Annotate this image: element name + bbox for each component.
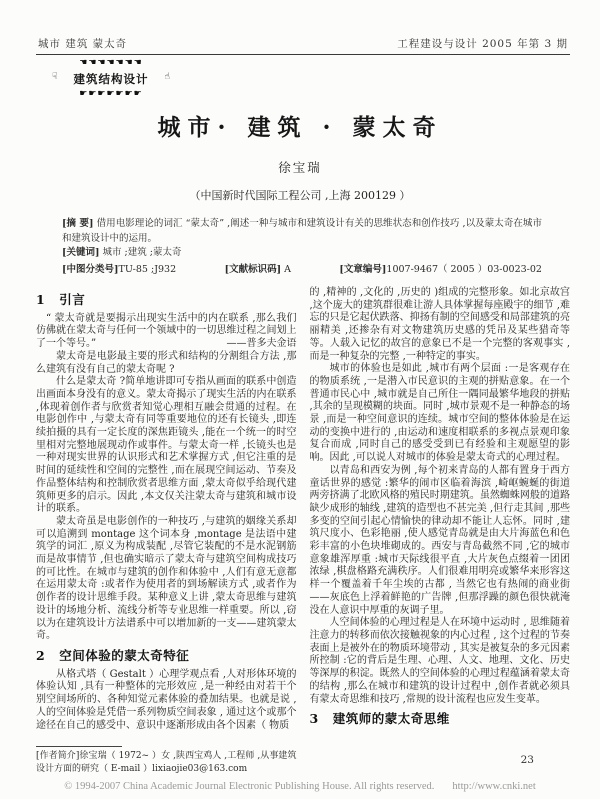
body-paragraph: 人空间体验的心理过程是人在环境中运动时 , 思维随着注意力的转移而依次接触视象的内心过程 , 这个过程的节奏表面上是被外在的物质环境带动 , 其实是被复杂的多元因素所控制 :它的背后是生理、心理、人文、地理、文化、历史等深厚的积淀。既然人的空间体验的心理过程蕴涵着蒙太奇的结构 ,那么在城市和建筑的设计过程中 ,创作者就必须具有蒙太奇思维和技巧 ,常规的设计流程也应发生变革。 (309, 617, 570, 705)
author-bio-footnote: [作者简介]徐宝瑞（ 1972~ ）女 ,陕西宝鸡人 ,工程师 ,从事建筑设计方面的研究（ E-mail ）lixiaojie03@163.com (36, 743, 297, 775)
pointing-hand-up-icon: ☝ (164, 72, 170, 82)
cnki-watermark (0, 781, 600, 792)
body-paragraph: 蒙太奇是电影最主要的形式和结构的分割组合方法 ,那么建筑有没有自己的蒙太奇呢 ? (36, 350, 297, 375)
running-head-journal: 工程建设与设计 2005 年第 3 期 (397, 38, 568, 50)
left-column (36, 287, 297, 775)
section-2-heading: 2 空间体验的蒙太奇特征 (36, 648, 190, 663)
author-name: 徐宝瑞 (278, 160, 322, 175)
column-badge (52, 59, 170, 99)
article-meta (62, 217, 542, 277)
running-head-article: 城市 建筑 蒙太奇 (38, 38, 128, 50)
abstract-text: 借用电影理论的词汇 “蒙太奇” ,阐述一种与城市和建筑设计有关的思维状态和创作技巧 ,以及蒙太奇在城市和建筑设计中的运用。 (62, 218, 542, 244)
body-paragraph: 什么是蒙太奇 ?简单地讲即可专指从画面的联系中创造出画面本身没有的意义。蒙太奇揭示了现实生活的内在联系 ,体现着创作者与欣赏者知觉心理相互融会贯通的过程。在电影创作中 ,与蒙太奇有同等重要地位的还有长镜头 ,即连续拍摄的具有一定长度的深焦距镜头 ,能在一个统一的时空里相对完整地展现动作或事件。与蒙太奇一样 ,长镜头也是一种对现实世界的认识形式和艺术掌握方式 ,但它注重的是时间的延续性和空间的完整性 ,而在展现空间运动、节奏及作品整体结构和控制欣赏者思维方面 ,蒙太奇似乎给现代建筑师更多的启示。因此 ,本文仅关注蒙太奇与建筑和城市设计的联系。 (36, 376, 297, 515)
classification-row (62, 263, 542, 278)
body-paragraph: 以青岛和西安为例 ,每个初来青岛的人都有置身于西方童话世界的感觉 :繁华的闹市区临着海滨 ,崎岖蜿蜒的街道两旁挤满了北欧风格的殖民时期建筑。虽然蜘蛛网般的道路缺少成形的轴线 ,建筑的造型也不甚完美 ,但行走其间 ,那些多变的空间引起心情愉快的律动却不能让人忘怀。同时 ,建筑尺度小、色彩艳丽 ,使人感觉青岛就是由大片海蓝色和色彩丰富的小色块堆砌成的。西安与青岛截然不同 ,它的城市意象雄浑厚重 :城市天际线很平直 ,大片灰色点缀着一团团浓绿 ,棋盘格路充满秩序。人们很难用明亮或繁华来形容这样一个覆盖着千年尘埃的古都 , 当然它也有热闹的商业街——灰底色上浮着鲜艳的广告牌 ,但那浮躁的颜色很快就淹没在人意识中厚重的灰调子里。 (309, 464, 570, 616)
cnki-url: http://www.cnki.net (452, 781, 536, 792)
quote-paragraph: “ 蒙太奇就是要揭示出现实生活中的内在联系 ,那么我们仿佛就在蒙太奇与任何一个领域中的一切思维过程之间划上了一个等号。” (36, 312, 297, 350)
article-number: [文章编号]1007-9467（ 2005 ）03-0023-02 (339, 263, 542, 275)
body-paragraph: 蒙太奇虽是电影创作的一种技巧 ,与建筑的姻缘关系却可以追溯到 montage 这个词本身 ,montage 是法语中建筑学的词汇 ,原义为构成装配 ,尽管它装配的不是水泥钢筋而是故事情节 ,但也确实暗示了蒙太奇与建筑空间构成技巧的可比性。在城市与建筑的创作和体验中 ,人们有意无意都在运用蒙太奇 :或者作为使用者的到场解读方式 ,或者作为创作者的设计思维手段。某种意义上讲 ,蒙太奇思维与建筑设计的场地分析、流线分析等专业思维一样重要。所以 ,窃以为在建筑设计方法谱系中可以增加新的一支——建筑蒙太奇。 (36, 515, 297, 642)
running-head (38, 36, 568, 51)
pointing-hand-down-icon: ☟ (52, 72, 58, 82)
article-body (36, 287, 570, 775)
page-number: 23 (520, 754, 534, 766)
keywords-text: 城市 ;建筑 ;蒙太奇 (102, 247, 182, 258)
pointing-hand-left-icon: ☚☚☚☚☚☚☚ (79, 58, 143, 68)
section-1-heading: 1 引言 (36, 292, 86, 307)
article-title: 城市· 建筑 · 蒙太奇 (157, 114, 443, 141)
abstract (62, 217, 542, 246)
footnote-rule (36, 746, 122, 747)
document-code: [文献标识码] A (224, 263, 291, 275)
pointing-hand-right-icon: ☛☛☛☛☛☛☛ (79, 89, 143, 99)
column-badge-label: 建筑结构设计 (73, 72, 149, 86)
right-column (310, 287, 571, 775)
header-rule (36, 54, 570, 55)
abstract-label: [摘 要] (62, 218, 94, 229)
keywords-label: [关键词] (62, 247, 100, 258)
quote-attribution: ——普多夫金语 (226, 338, 297, 350)
body-paragraph: 的 ,精神的 ,文化的 ,历史的 )组成的完整形象。如北京故宫 ,这个庞大的建筑群很难让游人具体掌握每座殿宇的细节 ,难忘的只是它起伏跌落、抑扬有制的空间感受和局部建筑的亮丽精美 ,还掺杂有对文物建筑历史感的凭吊及某些猎奇等等。人载入记忆的故宫的意象已不是一个完整的客观事实 ,而是一种复杂的完整 ,一种特定的事实。 (309, 287, 570, 362)
author-affiliation: （中国新时代国际工程公司 ,上海 200129 ） (189, 189, 411, 202)
keywords (62, 246, 542, 261)
section-3-heading: 3 建筑师的蒙太奇思维 (309, 711, 450, 727)
clc-number: [中图分类号]TU-85 ;J932 (62, 263, 177, 275)
body-paragraph: 城市的体验也是如此 ,城市有两个层面 :一是客观存在的物质系统 ,一是潜入市民意识的主观的拼贴意象。在一个普通市民心中 ,城市就是自己所住一隅同最繁华地段的拼贴 ,其余的呈现模糊的块面。同时 ,城市景观不是一种静态的场景 ,而是一种空间意识的连续。城市空间的整体体验是在运动的变换中进行的 ,由运动和速度相联系的多视点景观印象复合而成 ,同时自己的感受受到已有经验和主观愿望的影响。因此 ,可以说人对城市的体验是蒙太奇式的心理过程。 (309, 363, 570, 464)
body-paragraph: 从格式塔（ Gestalt ）心理学观点看 ,人对形体环境的体验认知 ,具有一种整体的完形效应 ,是一种经由对若干个别空间场所的、各种知觉元素体验的叠加结果。也就是说 ,人的空间体验是凭借一系列物质空间表象 , 通过这个或那个途径在自己的感受中、意识中逐渐形成由各个因素（ 物质 (36, 668, 297, 731)
copyright-text: © 1994-2007 China Academic Journal Electronic Publishing House. All rights reserved. (64, 781, 435, 792)
